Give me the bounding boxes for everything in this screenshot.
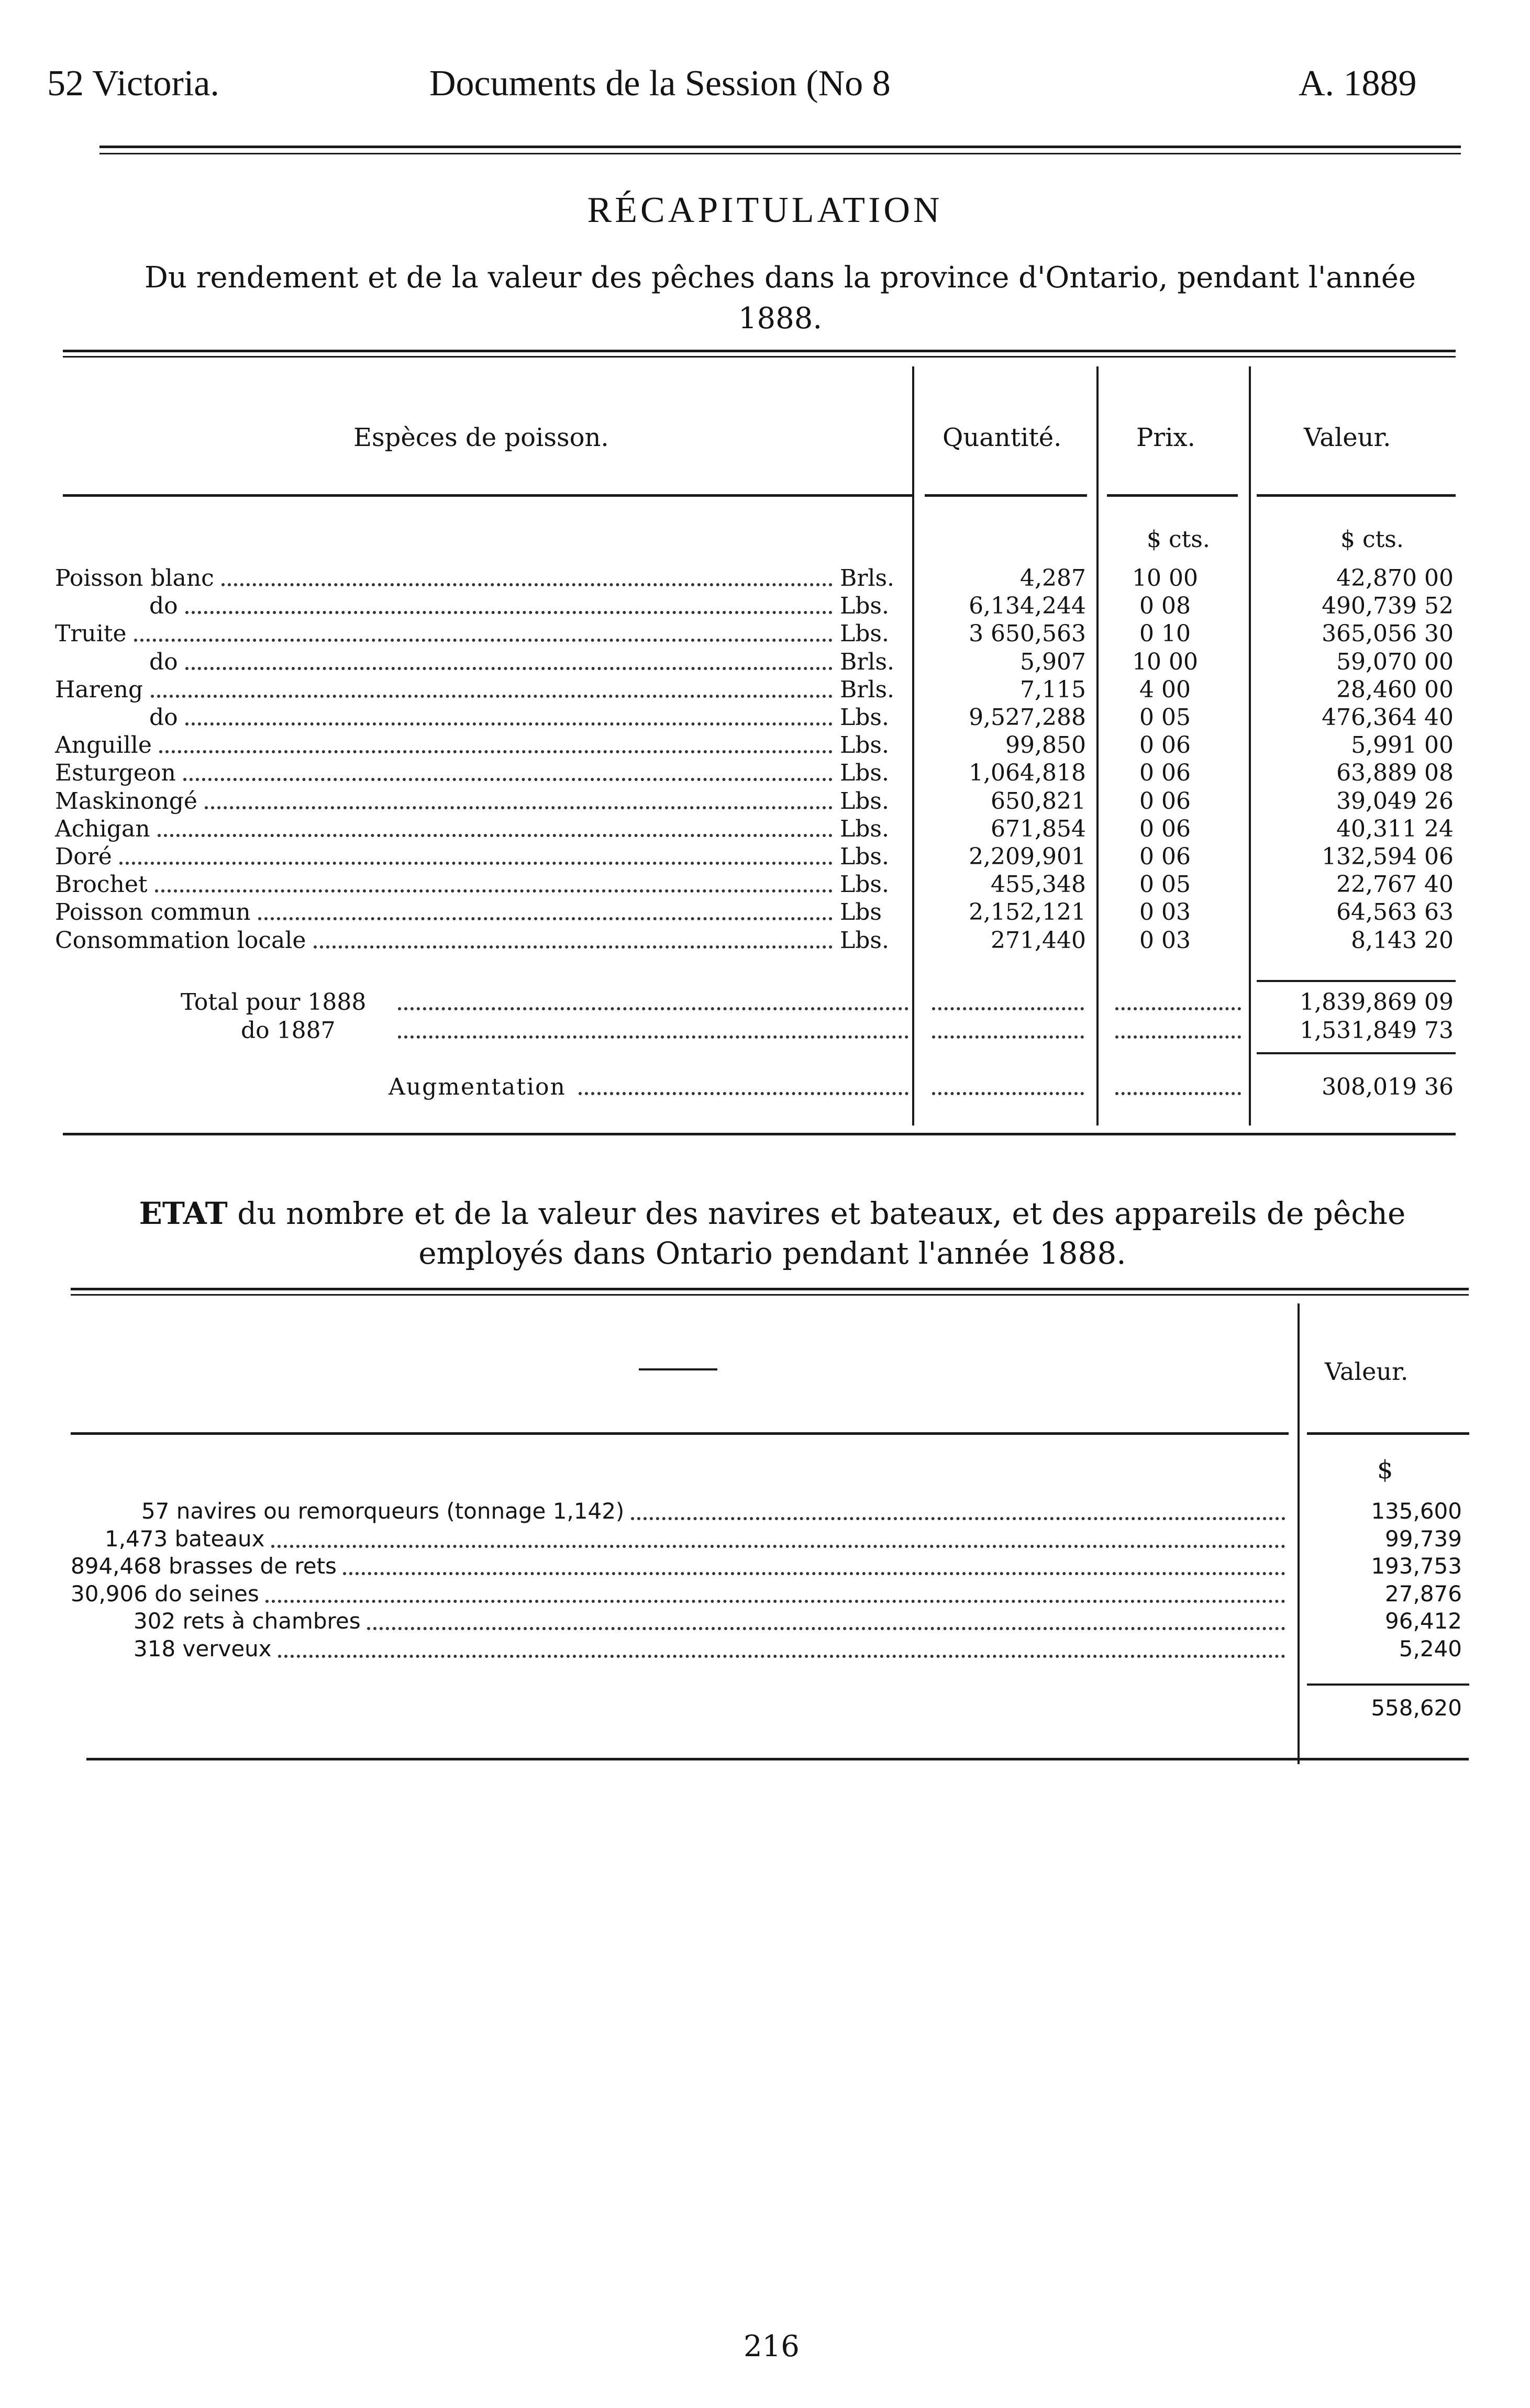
total-1888-value: 1,839,869 09: [1300, 989, 1454, 1016]
species-quantity: 5,907: [1020, 649, 1086, 675]
species-leader: [134, 639, 833, 642]
species-price: 0 06: [1139, 843, 1191, 870]
total-1887-qty-dots: [932, 1035, 1084, 1039]
species-unit: Lbs.: [840, 620, 889, 647]
col-header-price: Prix.: [1136, 423, 1195, 452]
species-value: 59,070 00: [1336, 649, 1454, 675]
total-1887-value: 1,531,849 73: [1300, 1017, 1454, 1044]
etat-total-value: 558,620: [1371, 1695, 1462, 1721]
etat-value-units: $: [1377, 1455, 1393, 1485]
etat-row-value: 135,600: [1371, 1498, 1462, 1524]
species-leader: [158, 834, 833, 837]
total-1888-label: Total pour 1888: [181, 989, 367, 1016]
species-leader: [119, 862, 833, 865]
species-name: Doré: [55, 843, 112, 870]
recap-table-top-rule: [63, 350, 1456, 352]
species-value: 476,364 40: [1322, 704, 1454, 731]
species-unit: Lbs.: [840, 704, 889, 731]
species-name: Anguille: [55, 732, 152, 759]
species-leader: [185, 611, 833, 614]
header-session-year: 52 Victoria.: [47, 63, 219, 104]
recap-header-rule-species: [63, 494, 912, 497]
totals-rule: [1257, 980, 1456, 982]
species-price: 0 08: [1139, 593, 1191, 619]
species-unit: Brls.: [840, 565, 895, 592]
species-value: 132,594 06: [1322, 843, 1454, 870]
etat-table-top-rule-2: [71, 1294, 1469, 1296]
species-value: 5,991 00: [1351, 732, 1454, 759]
species-name: do: [149, 649, 178, 675]
recap-header-rule-price: [1107, 494, 1238, 497]
augmentation-rule: [1257, 1052, 1456, 1054]
species-leader: [185, 722, 833, 726]
header-document-title: Documents de la Session (No 8: [429, 63, 891, 104]
species-value: 365,056 30: [1322, 620, 1454, 647]
species-quantity: 9,527,288: [969, 704, 1086, 731]
etat-row-value: 96,412: [1385, 1608, 1462, 1634]
species-unit: Lbs.: [840, 732, 889, 759]
etat-title-rest: du nombre et de la valeur des navires et bateaux, et des appareils de pêche employés dans Ontario pendant l'année 1888.: [227, 1196, 1406, 1271]
etat-header-dash: [639, 1368, 717, 1370]
total-1888-price-dots: [1115, 1007, 1241, 1010]
recap-col-divider-3: [1249, 366, 1251, 1125]
col-header-species: Espèces de poisson.: [353, 423, 609, 452]
species-leader: [185, 667, 833, 670]
etat-row-label: 1,473 bateaux: [105, 1526, 265, 1552]
recap-subtitle: Du rendement et de la valeur des pêches dans la province d'Ontario, pendant l'année 1888.: [144, 261, 1416, 336]
species-leader: [221, 583, 833, 586]
augmentation-value: 308,019 36: [1322, 1074, 1454, 1100]
etat-row-value: 193,753: [1371, 1553, 1462, 1579]
species-price: 0 05: [1139, 871, 1191, 898]
species-leader: [205, 806, 833, 809]
total-1887-leader: [398, 1035, 908, 1039]
etat-table-bottom-rule: [86, 1758, 1469, 1760]
recap-col-divider-2: [1096, 366, 1099, 1125]
species-price: 0 03: [1139, 927, 1191, 954]
species-quantity: 671,854: [991, 816, 1086, 842]
total-1887-price-dots: [1115, 1035, 1241, 1039]
etat-header-rule-left: [71, 1432, 1289, 1435]
species-name: Consommation locale: [55, 927, 306, 954]
species-name: do: [149, 593, 178, 619]
recap-header-rule-value: [1257, 494, 1456, 497]
species-price: 0 06: [1139, 732, 1191, 759]
species-leader: [183, 778, 833, 781]
species-value: 42,870 00: [1336, 565, 1454, 592]
header-year: A. 1889: [1299, 63, 1417, 104]
species-leader: [159, 750, 833, 753]
header-rule-bottom: [99, 153, 1461, 154]
etat-header-rule-right: [1307, 1432, 1469, 1435]
species-quantity: 271,440: [991, 927, 1086, 954]
species-value: 64,563 63: [1336, 899, 1454, 926]
etat-row-label: 30,906 do seines: [71, 1581, 259, 1607]
total-1888-leader: [398, 1007, 908, 1010]
etat-row-label: 318 verveux: [134, 1636, 272, 1662]
species-quantity: 3 650,563: [969, 620, 1086, 647]
species-price: 0 10: [1139, 620, 1191, 647]
value-units-label: $ cts.: [1340, 526, 1404, 553]
species-quantity: 6,134,244: [969, 593, 1086, 619]
etat-total-rule: [1307, 1684, 1469, 1686]
etat-row-label: 894,468 brasses de rets: [71, 1553, 337, 1579]
augmentation-price-dots: [1115, 1092, 1241, 1095]
augmentation-leader: [579, 1092, 908, 1095]
recap-col-divider-1: [912, 366, 914, 1125]
species-price: 10 00: [1132, 565, 1198, 592]
augmentation-label: Augmentation: [389, 1074, 566, 1100]
species-unit: Lbs.: [840, 843, 889, 870]
species-unit: Lbs.: [840, 593, 889, 619]
species-quantity: 650,821: [991, 788, 1086, 815]
species-leader: [314, 945, 833, 949]
species-price: 0 06: [1139, 788, 1191, 815]
species-name: Brochet: [55, 871, 148, 898]
etat-row-leader: [265, 1600, 1285, 1603]
etat-row-label: 57 navires ou remorqueurs (tonnage 1,142): [141, 1498, 625, 1524]
species-unit: Lbs.: [840, 871, 889, 898]
recap-header-rule-qty: [925, 494, 1087, 497]
species-quantity: 2,152,121: [969, 899, 1086, 926]
augmentation-qty-dots: [932, 1092, 1084, 1095]
species-value: 28,460 00: [1336, 676, 1454, 703]
species-unit: Lbs.: [840, 927, 889, 954]
species-price: 4 00: [1139, 676, 1191, 703]
species-leader: [155, 889, 833, 893]
species-quantity: 455,348: [991, 871, 1086, 898]
species-name: Achigan: [55, 816, 150, 842]
recap-table-top-rule-2: [63, 356, 1456, 358]
species-name: Truite: [55, 620, 127, 647]
species-price: 0 03: [1139, 899, 1191, 926]
species-value: 39,049 26: [1336, 788, 1454, 815]
species-name: Esturgeon: [55, 760, 176, 786]
species-unit: Brls.: [840, 649, 895, 675]
price-units-label: $ cts.: [1147, 526, 1210, 553]
species-quantity: 1,064,818: [969, 760, 1086, 786]
species-quantity: 4,287: [1020, 565, 1086, 592]
species-unit: Lbs.: [840, 788, 889, 815]
etat-col-divider: [1298, 1303, 1300, 1764]
recap-table-bottom-rule: [63, 1133, 1456, 1135]
species-name: Maskinongé: [55, 788, 197, 815]
species-leader: [151, 695, 833, 698]
species-quantity: 2,209,901: [969, 843, 1086, 870]
etat-row-value: 5,240: [1399, 1636, 1462, 1662]
species-price: 0 06: [1139, 760, 1191, 786]
species-quantity: 7,115: [1020, 676, 1086, 703]
etat-row-leader: [367, 1627, 1285, 1630]
etat-row-leader: [343, 1572, 1285, 1575]
species-value: 63,889 08: [1336, 760, 1454, 786]
etat-row-label: 302 rets à chambres: [134, 1608, 361, 1634]
species-unit: Brls.: [840, 676, 895, 703]
species-name: Hareng: [55, 676, 143, 703]
recap-title: RÉCAPITULATION: [587, 190, 943, 230]
species-value: 8,143 20: [1351, 927, 1454, 954]
etat-title: [84, 1194, 1461, 1273]
species-price: 0 06: [1139, 816, 1191, 842]
species-value: 490,739 52: [1322, 593, 1454, 619]
header-rule-top: [99, 146, 1461, 148]
species-name: do: [149, 704, 178, 731]
etat-col-header-value: Valeur.: [1325, 1357, 1409, 1386]
species-leader: [258, 917, 833, 920]
page-number: 216: [744, 2329, 800, 2364]
etat-table-top-rule: [71, 1288, 1469, 1290]
species-name: Poisson blanc: [55, 565, 214, 592]
species-quantity: 99,850: [1005, 732, 1086, 759]
species-unit: Lbs.: [840, 760, 889, 786]
etat-row-value: 27,876: [1385, 1581, 1462, 1607]
species-price: 0 05: [1139, 704, 1191, 731]
total-1887-label: do 1887: [241, 1017, 336, 1044]
etat-row-leader: [271, 1545, 1285, 1548]
etat-title-lead: ETAT: [139, 1196, 228, 1231]
species-value: 40,311 24: [1336, 816, 1454, 842]
species-unit: Lbs.: [840, 816, 889, 842]
etat-row-leader: [631, 1517, 1285, 1520]
species-value: 22,767 40: [1336, 871, 1454, 898]
species-unit: Lbs: [840, 899, 882, 926]
species-price: 10 00: [1132, 649, 1198, 675]
col-header-value: Valeur.: [1304, 423, 1391, 452]
species-name: Poisson commun: [55, 899, 251, 926]
etat-row-leader: [278, 1655, 1285, 1658]
etat-row-value: 99,739: [1385, 1526, 1462, 1552]
col-header-quantity: Quantité.: [943, 423, 1062, 452]
total-1888-qty-dots: [932, 1007, 1084, 1010]
